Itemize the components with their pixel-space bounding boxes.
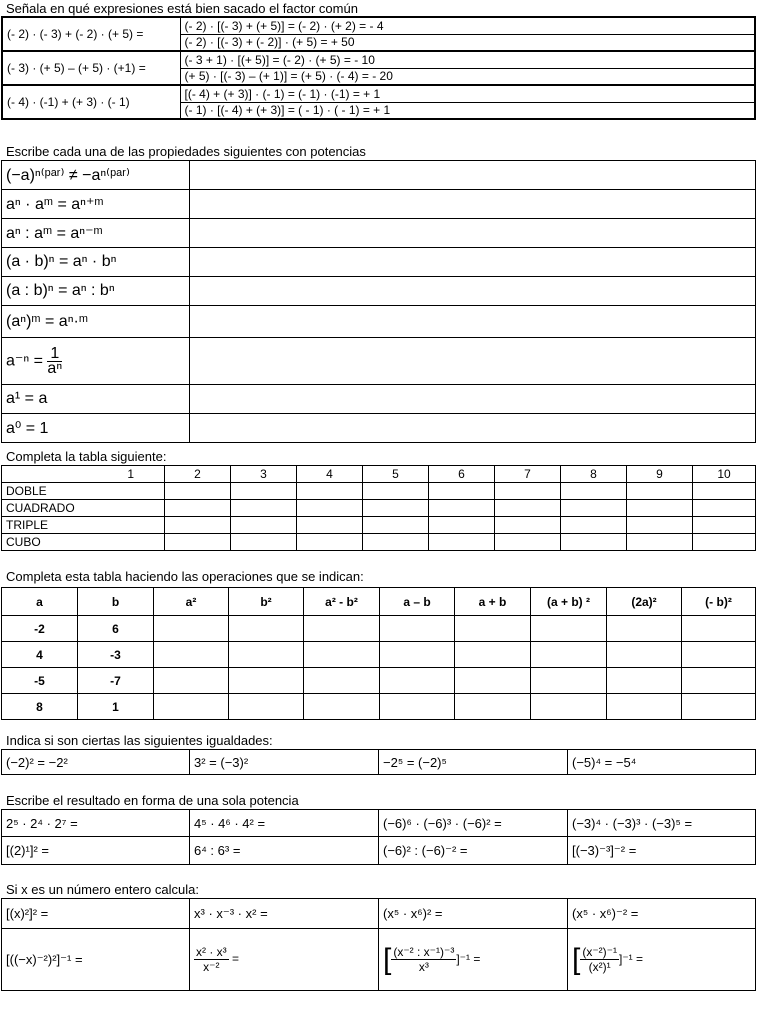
- header-cell: 4: [297, 466, 363, 483]
- fraction-denominator: x⁻²: [203, 960, 220, 974]
- bracket-close: ]⁻¹ =: [619, 951, 644, 966]
- answer-cell[interactable]: [190, 338, 756, 385]
- fraction-numerator: 1: [47, 347, 62, 362]
- fraction-denominator: aⁿ: [47, 359, 63, 377]
- header-cell: (a + b) ²: [531, 588, 607, 616]
- answer-cell[interactable]: [531, 694, 607, 720]
- answer-cell[interactable]: [561, 517, 627, 534]
- property-formula: aⁿ : aᵐ = aⁿ⁻ᵐ: [2, 219, 190, 248]
- answer-cell[interactable]: [495, 517, 561, 534]
- header-cell: 8: [561, 466, 627, 483]
- answer-cell[interactable]: [363, 534, 429, 551]
- header-cell: 5: [363, 466, 429, 483]
- bracket-close: ]⁻¹ =: [456, 951, 481, 966]
- expression-option-a: [(- 4) + (+ 3)] · (- 1) = (- 1) · (-1) = + 1: [180, 85, 755, 102]
- bracket-open: [: [572, 942, 581, 976]
- sola-potencia-table: [1, 809, 756, 865]
- answer-cell[interactable]: [561, 500, 627, 517]
- answer-cell[interactable]: [607, 616, 682, 642]
- answer-cell[interactable]: [229, 694, 304, 720]
- property-formula-fraction: [2, 338, 190, 385]
- value-b: 6: [78, 616, 154, 642]
- expression-option-b: (+ 5) · [(- 3) – (+ 1)] = (+ 5) · (- 4) = - 20: [180, 68, 755, 85]
- answer-cell[interactable]: [682, 642, 756, 668]
- answer-cell[interactable]: [165, 500, 231, 517]
- expression-cell: [(x)²]² =: [2, 899, 190, 929]
- answer-cell[interactable]: [304, 642, 380, 668]
- header-cell: 7: [495, 466, 561, 483]
- answer-cell[interactable]: [154, 668, 229, 694]
- property-formula: (aⁿ)ᵐ = aⁿ·ᵐ: [2, 306, 190, 338]
- answer-cell[interactable]: [304, 668, 380, 694]
- answer-cell[interactable]: [231, 483, 297, 500]
- equality-cell: −2⁵ = (−2)⁵: [379, 750, 568, 775]
- section-title: Completa la tabla siguiente:: [6, 449, 167, 464]
- expression-cell: [((−x)⁻²)²]⁻¹ =: [2, 929, 190, 991]
- header-cell: 1: [2, 466, 165, 483]
- expression-cell: (−3)⁴ · (−3)³ · (−3)⁵ =: [568, 810, 756, 837]
- expression-cell: 6⁴ : 6³ =: [190, 837, 379, 865]
- answer-cell[interactable]: [190, 219, 756, 248]
- answer-cell[interactable]: [455, 668, 531, 694]
- answer-cell[interactable]: [363, 517, 429, 534]
- expression-left: (- 2) · (- 3) + (- 2) · (+ 5) =: [2, 17, 180, 51]
- answer-cell[interactable]: [627, 517, 693, 534]
- answer-cell[interactable]: [693, 500, 756, 517]
- answer-cell[interactable]: [682, 616, 756, 642]
- answer-cell[interactable]: [165, 517, 231, 534]
- answer-cell[interactable]: [190, 248, 756, 277]
- expression-cell: [379, 929, 568, 991]
- expression-option-a: (- 3 + 1) · [(+ 5)] = (- 2) · (+ 5) = - 10: [180, 51, 755, 68]
- answer-cell[interactable]: [607, 694, 682, 720]
- expression-cell: x³ · x⁻³ · x² =: [190, 899, 379, 929]
- answer-cell[interactable]: [363, 500, 429, 517]
- igualdades-table: [1, 749, 756, 775]
- answer-cell[interactable]: [297, 534, 363, 551]
- section-title: Indica si son ciertas las siguientes igualdades:: [6, 733, 273, 748]
- answer-cell[interactable]: [190, 277, 756, 306]
- propiedades-table: [1, 160, 756, 443]
- equality-cell: (−2)² = −2²: [2, 750, 190, 775]
- answer-cell[interactable]: [380, 694, 455, 720]
- section-title: Escribe cada una de las propiedades siguientes con potencias: [6, 144, 366, 159]
- header-cell: a² - b²: [304, 588, 380, 616]
- expression-cell: (−6)⁶ · (−6)³ · (−6)² =: [379, 810, 568, 837]
- answer-cell[interactable]: [495, 483, 561, 500]
- section-title: Escribe el resultado en forma de una sola potencia: [6, 793, 299, 808]
- answer-cell[interactable]: [380, 642, 455, 668]
- value-a: -5: [2, 668, 78, 694]
- answer-cell[interactable]: [297, 483, 363, 500]
- property-formula: (−a)ⁿ⁽ᵖᵃʳ⁾ ≠ −aⁿ⁽ᵖᵃʳ⁾: [2, 161, 190, 190]
- header-cell: a + b: [455, 588, 531, 616]
- factor-comun-table: [1, 16, 756, 120]
- answer-cell[interactable]: [165, 534, 231, 551]
- answer-cell[interactable]: [229, 642, 304, 668]
- answer-cell[interactable]: [627, 534, 693, 551]
- header-cell: 6: [429, 466, 495, 483]
- fraction: [391, 945, 456, 974]
- expression-cell: [568, 929, 756, 991]
- expression-option-b: (- 1) · [(- 4) + (+ 3)] = ( - 1) · ( - 1) = + 1: [180, 102, 755, 119]
- answer-cell[interactable]: [190, 414, 756, 443]
- header-cell: 10: [693, 466, 756, 483]
- bracket-open: [: [383, 942, 392, 976]
- fraction-numerator: (x⁻² : x⁻¹)⁻³: [393, 945, 455, 959]
- fraction-denominator: (x²)¹: [588, 960, 611, 974]
- answer-cell[interactable]: [304, 694, 380, 720]
- header-cell: 9: [627, 466, 693, 483]
- expression-left: (- 3) · (+ 5) – (+ 5) · (+1) =: [2, 51, 180, 85]
- value-a: -2: [2, 616, 78, 642]
- answer-cell[interactable]: [429, 517, 495, 534]
- header-cell: (2a)²: [607, 588, 682, 616]
- answer-cell[interactable]: [607, 668, 682, 694]
- section-title: Completa esta tabla haciendo las operaciones que se indican:: [6, 569, 364, 584]
- value-b: 1: [78, 694, 154, 720]
- fraction: [194, 945, 229, 974]
- answer-cell[interactable]: [304, 616, 380, 642]
- value-b: -7: [78, 668, 154, 694]
- property-formula: (a : b)ⁿ = aⁿ : bⁿ: [2, 277, 190, 306]
- answer-cell[interactable]: [561, 534, 627, 551]
- answer-cell[interactable]: [154, 642, 229, 668]
- answer-cell[interactable]: [495, 500, 561, 517]
- expression-cell: [(2)¹]² =: [2, 837, 190, 865]
- section-title: Señala en qué expresiones está bien sacado el factor común: [6, 1, 358, 16]
- answer-cell[interactable]: [190, 306, 756, 338]
- fraction-lhs: a⁻ⁿ =: [6, 352, 43, 370]
- header-cell: 3: [231, 466, 297, 483]
- answer-cell[interactable]: [231, 534, 297, 551]
- expression-option-b: (- 2) · [(- 3) + (- 2)] · (+ 5) = + 50: [180, 34, 755, 51]
- property-formula: (a · b)ⁿ = aⁿ · bⁿ: [2, 248, 190, 277]
- answer-cell[interactable]: [531, 616, 607, 642]
- answer-cell[interactable]: [531, 668, 607, 694]
- value-b: -3: [78, 642, 154, 668]
- property-formula: a¹ = a: [2, 385, 190, 414]
- answer-cell[interactable]: [154, 694, 229, 720]
- answer-cell[interactable]: [429, 500, 495, 517]
- expression-cell: [190, 929, 379, 991]
- answer-cell[interactable]: [380, 668, 455, 694]
- header-cell: 2: [165, 466, 231, 483]
- answer-cell[interactable]: [607, 642, 682, 668]
- answer-cell[interactable]: [693, 483, 756, 500]
- answer-cell[interactable]: [297, 500, 363, 517]
- x-entero-table: [1, 898, 756, 991]
- answer-cell[interactable]: [682, 694, 756, 720]
- row-label: DOBLE: [2, 483, 165, 500]
- fraction-numerator: x² · x³: [196, 945, 227, 959]
- equality-cell: (−5)⁴ = −5⁴: [568, 750, 756, 775]
- answer-cell[interactable]: [682, 668, 756, 694]
- answer-cell[interactable]: [190, 190, 756, 219]
- answer-cell[interactable]: [363, 483, 429, 500]
- answer-cell[interactable]: [297, 517, 363, 534]
- answer-cell[interactable]: [561, 483, 627, 500]
- answer-cell[interactable]: [531, 642, 607, 668]
- header-cell: a – b: [380, 588, 455, 616]
- answer-cell[interactable]: [693, 534, 756, 551]
- answer-cell[interactable]: [380, 616, 455, 642]
- expression-cell: [(−3)⁻³]⁻² =: [568, 837, 756, 865]
- value-a: 8: [2, 694, 78, 720]
- expression-left: (- 4) · (-1) + (+ 3) · (- 1): [2, 85, 180, 119]
- operaciones-table: [1, 587, 756, 720]
- answer-cell[interactable]: [693, 517, 756, 534]
- section-title: Si x es un número entero calcula:: [6, 882, 199, 897]
- fraction-denominator: x³: [418, 960, 429, 974]
- value-a: 4: [2, 642, 78, 668]
- answer-cell[interactable]: [231, 500, 297, 517]
- header-cell: a²: [154, 588, 229, 616]
- answer-cell[interactable]: [229, 668, 304, 694]
- answer-cell[interactable]: [190, 161, 756, 190]
- answer-cell[interactable]: [190, 385, 756, 414]
- answer-cell[interactable]: [455, 694, 531, 720]
- doble-cuadrado-table: [1, 465, 756, 551]
- answer-cell[interactable]: [455, 642, 531, 668]
- answer-cell[interactable]: [627, 483, 693, 500]
- expression-cell: (−6)² : (−6)⁻² =: [379, 837, 568, 865]
- fraction: [580, 945, 619, 974]
- answer-cell[interactable]: [429, 483, 495, 500]
- answer-cell[interactable]: [231, 517, 297, 534]
- header-cell: b: [78, 588, 154, 616]
- equality-cell: 3² = (−3)²: [190, 750, 379, 775]
- row-label: TRIPLE: [2, 517, 165, 534]
- answer-cell[interactable]: [627, 500, 693, 517]
- property-formula: aⁿ · aᵐ = aⁿ⁺ᵐ: [2, 190, 190, 219]
- answer-cell[interactable]: [429, 534, 495, 551]
- expression-cell: (x⁵ · x⁶)⁻² =: [568, 899, 756, 929]
- expression-cell: 2⁵ · 2⁴ · 2⁷ =: [2, 810, 190, 837]
- expression-cell: 4⁵ · 4⁶ · 4² =: [190, 810, 379, 837]
- property-formula: a⁰ = 1: [2, 414, 190, 443]
- fraction-numerator: (x⁻²)⁻¹: [582, 945, 617, 959]
- expression-cell: (x⁵ · x⁶)² =: [379, 899, 568, 929]
- row-label: CUADRADO: [2, 500, 165, 517]
- answer-cell[interactable]: [229, 616, 304, 642]
- header-cell: (- b)²: [682, 588, 756, 616]
- fraction: [47, 344, 63, 377]
- row-label: CUBO: [2, 534, 165, 551]
- answer-cell[interactable]: [495, 534, 561, 551]
- header-cell: a: [2, 588, 78, 616]
- expression-option-a: (- 2) · [(- 3) + (+ 5)] = (- 2) · (+ 2) = - 4: [180, 17, 755, 34]
- equals: =: [232, 951, 240, 966]
- answer-cell[interactable]: [154, 616, 229, 642]
- answer-cell[interactable]: [455, 616, 531, 642]
- header-cell: b²: [229, 588, 304, 616]
- answer-cell[interactable]: [165, 483, 231, 500]
